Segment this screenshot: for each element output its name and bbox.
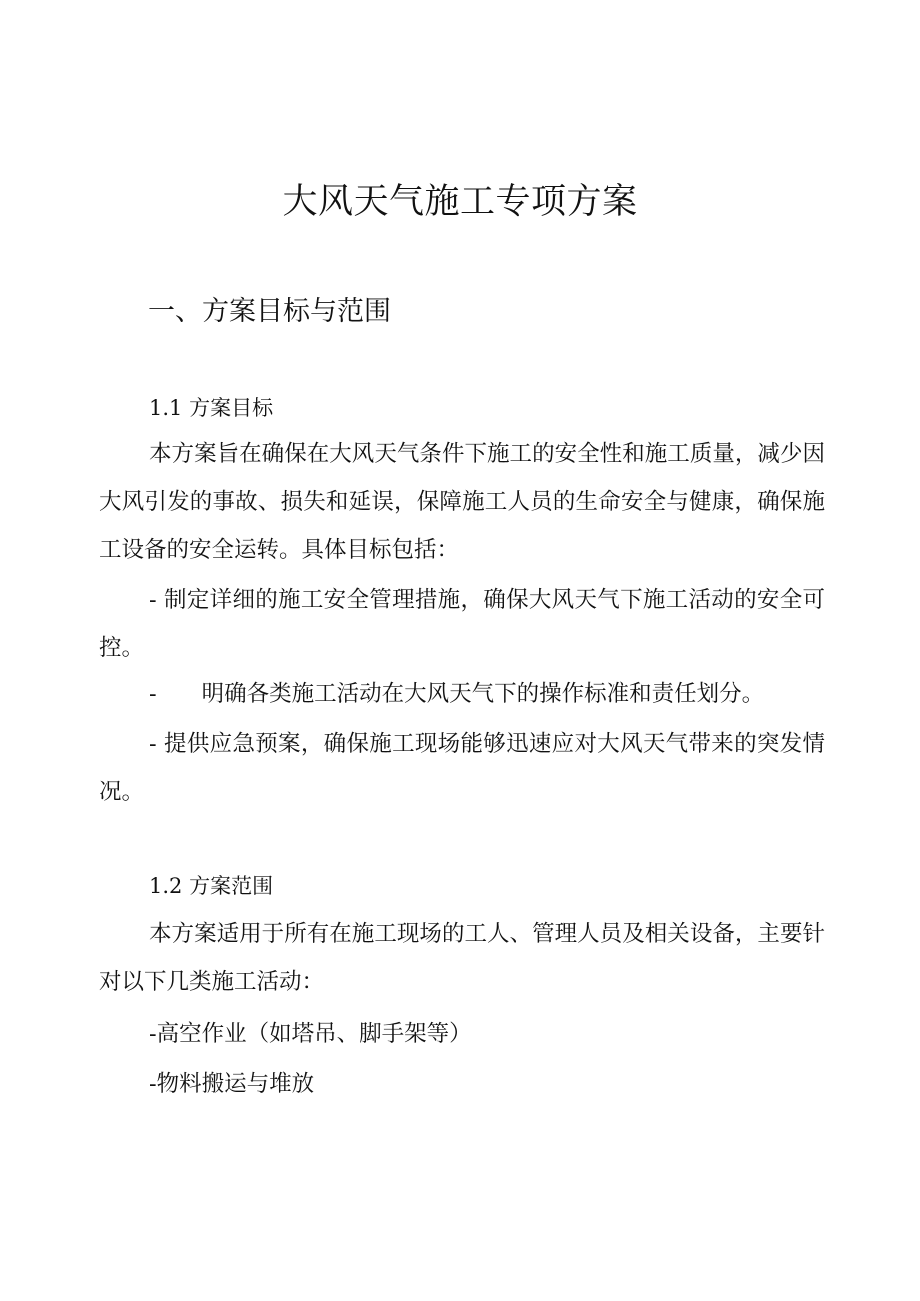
goal-bullet-3: - 提供应急预案，确保施工现场能够迅速应对大风天气带来的突发情况。	[99, 731, 825, 805]
goals-intro-paragraph: 本方案旨在确保在大风天气条件下施工的安全性和施工质量，减少因大风引发的事故、损失和延误，保障施工人员的生命安全与健康，确保施工设备的安全运转。具体目标包括：	[99, 441, 825, 563]
scope-item-1: -高空作业（如塔吊、脚手架等）	[149, 1021, 472, 1047]
section-heading: 一、方案目标与范围	[148, 296, 391, 327]
goal-bullet-2	[99, 670, 825, 718]
subsection-heading-scope: 1.2 方案范围	[149, 874, 274, 898]
scope-intro-paragraph: 本方案适用于所有在施工现场的工人、管理人员及相关设备，主要针对以下几类施工活动：	[99, 921, 825, 995]
subsection-heading-goals: 1.1 方案目标	[149, 396, 274, 420]
document-title: 大风天气施工专项方案	[282, 182, 638, 222]
goal-bullet-1: - 制定详细的施工安全管理措施，确保大风天气下施工活动的安全可控。	[99, 587, 825, 661]
scope-item-2: -物料搬运与堆放	[149, 1071, 315, 1097]
goal-bullet-2-text: 明确各类施工活动在大风天气下的操作标准和责任划分。	[201, 681, 765, 707]
bullet-dash: -	[149, 681, 157, 707]
